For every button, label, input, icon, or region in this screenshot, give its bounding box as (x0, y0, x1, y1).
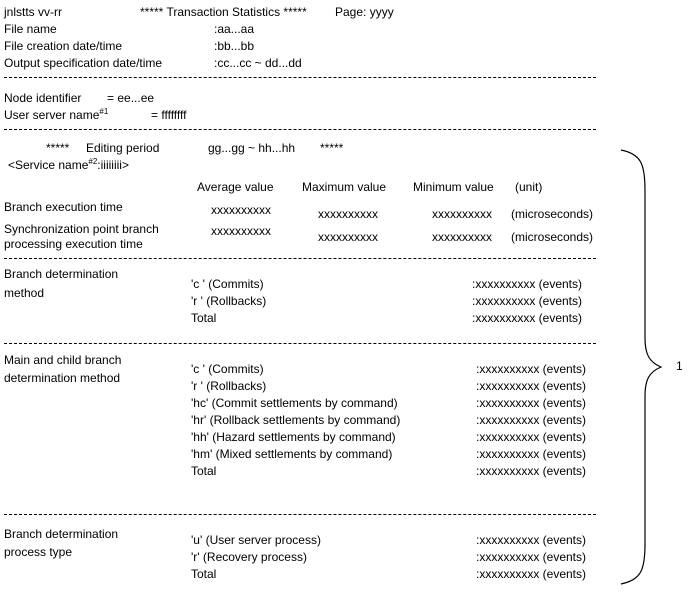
col-minimum: Minimum value (413, 180, 494, 194)
row-unit: (microseconds) (511, 230, 594, 244)
divider (4, 343, 596, 344)
row-unit: (microseconds) (511, 207, 594, 221)
node-identifier-value: = ee...ee (107, 91, 155, 105)
row-label: Branch execution time (4, 200, 123, 214)
col-maximum: Maximum value (302, 180, 387, 194)
row-min: xxxxxxxxxx (432, 230, 492, 244)
editing-stars-left: ***** (46, 141, 70, 155)
stat-label: 'u' (User server process) (191, 533, 321, 547)
editing-period-label: Editing period (86, 141, 160, 155)
stat-value: :xxxxxxxxxx (events) (476, 567, 587, 581)
report-title: ***** Transaction Statistics ***** (140, 5, 307, 19)
divider (4, 129, 596, 130)
stat-value: :xxxxxxxxxx (events) (476, 379, 587, 393)
divider (4, 514, 596, 515)
stat-label: 'hc' (Commit settlements by command) (191, 396, 398, 410)
footnote-marker: #1 (99, 107, 109, 116)
stat-label: 'hm' (Mixed settlements by command) (191, 447, 393, 461)
stat-label: 'c ' (Commits) (191, 277, 264, 291)
stat-value: :xxxxxxxxxx (events) (476, 362, 587, 376)
file-creation-value: :bb...bb (214, 39, 255, 53)
stat-value: :xxxxxxxxxx (events) (476, 533, 587, 547)
section-title: process type (4, 545, 73, 559)
stat-value: :xxxxxxxxxx (events) (476, 413, 587, 427)
divider (4, 258, 596, 259)
output-spec-value: :cc...cc ~ dd...dd (214, 56, 302, 70)
right-brace (617, 148, 667, 586)
stat-value: :xxxxxxxxxx (events) (476, 396, 587, 410)
editing-period-value: gg...gg ~ hh...hh (208, 141, 296, 155)
divider (4, 77, 596, 78)
page-number: Page: yyyy (335, 5, 394, 19)
section-title: Branch determination (4, 527, 119, 541)
editing-stars-right: ***** (320, 141, 344, 155)
row-label: processing execution time (4, 237, 143, 251)
stat-label: 'r ' (Rollbacks) (191, 294, 267, 308)
stat-value: :xxxxxxxxxx (events) (476, 550, 587, 564)
section-title: Main and child branch (4, 353, 122, 367)
output-spec-label: Output specification date/time (4, 56, 163, 70)
file-creation-label: File creation date/time (4, 39, 123, 53)
stat-label: 'c ' (Commits) (191, 362, 264, 376)
user-server-label: User server name$^{\#1}$ (4, 107, 109, 122)
col-average: Average value (197, 180, 274, 194)
user-server-value: = ffffffff (151, 108, 187, 122)
row-label: Synchronization point branch (4, 222, 159, 236)
section-title: Branch determination (4, 267, 119, 281)
row-avg: xxxxxxxxxx (211, 203, 271, 217)
stat-value: :xxxxxxxxxx (events) (472, 311, 583, 325)
stat-value: :xxxxxxxxxx (events) (476, 464, 587, 478)
row-avg: xxxxxxxxxx (211, 224, 271, 238)
col-unit: (unit) (515, 180, 543, 194)
section-title: method (4, 286, 45, 300)
stat-label: 'hh' (Hazard settlements by command) (191, 430, 396, 444)
node-identifier-label: Node identifier (4, 91, 82, 105)
stat-value: :xxxxxxxxxx (events) (472, 277, 583, 291)
stat-value: :xxxxxxxxxx (events) (472, 294, 583, 308)
stat-value: :xxxxxxxxxx (events) (476, 447, 587, 461)
row-min: xxxxxxxxxx (432, 207, 492, 221)
file-name-label: File name (4, 22, 57, 36)
stat-value: :xxxxxxxxxx (events) (476, 430, 587, 444)
command-line: jnlstts vv-rr (4, 5, 62, 19)
row-max: xxxxxxxxxx (318, 230, 378, 244)
stat-label: Total (191, 464, 217, 478)
section-title: determination method (4, 371, 121, 385)
stat-label: 'r' (Recovery process) (191, 550, 307, 564)
footnote-marker: #2 (88, 157, 98, 166)
stat-label: 'hr' (Rollback settlements by command) (191, 413, 401, 427)
stat-label: Total (191, 567, 217, 581)
stat-label: Total (191, 311, 217, 325)
file-name-value: :aa...aa (214, 22, 255, 36)
row-max: xxxxxxxxxx (318, 207, 378, 221)
brace-label: 1 (676, 359, 683, 373)
service-name: <Service name$^{\#2}$:iiiiiiii> (8, 157, 129, 172)
stat-label: 'r ' (Rollbacks) (191, 379, 267, 393)
